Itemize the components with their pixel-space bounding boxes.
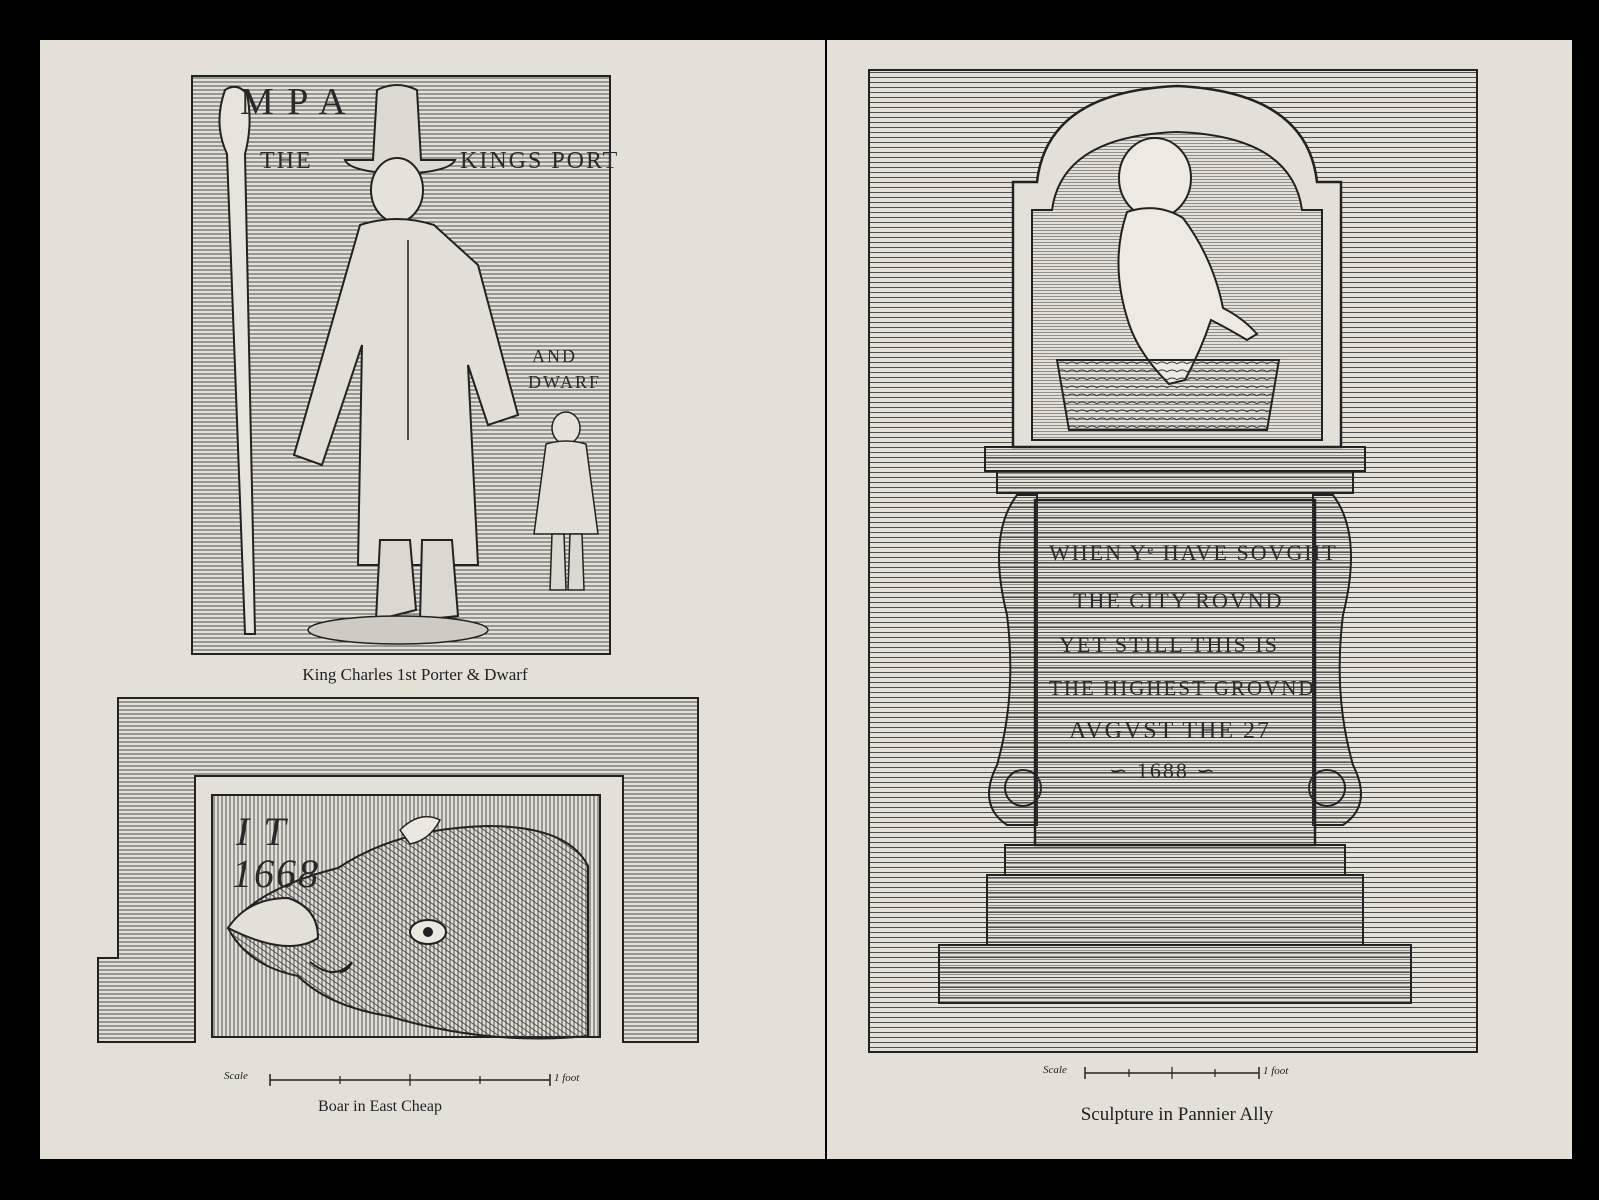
- sculpture-scale-unit: 1 foot: [1263, 1065, 1289, 1077]
- basket: [1057, 360, 1279, 430]
- boar-plate: [98, 698, 698, 1086]
- boar-scale-bar: [270, 1074, 550, 1086]
- porter-inscription-top: M P A: [240, 81, 348, 123]
- sculpture-scale-bar: [1085, 1067, 1259, 1079]
- left-page-engravings: [40, 40, 825, 1159]
- sculpture-caption: Sculpture in Pannier Ally: [1080, 1104, 1274, 1125]
- inscription-line-1: WHEN Yᵉ HAVE SOVGHT: [1049, 540, 1338, 565]
- inscription-line-6: ∽ 1688 ∽: [1109, 758, 1217, 783]
- left-page: [40, 40, 825, 1159]
- boar-scale-label: Scale: [224, 1070, 248, 1082]
- inscription-line-3: YET STILL THIS IS: [1059, 632, 1279, 657]
- porter-inscription-the: THE: [260, 148, 313, 174]
- right-page: [827, 40, 1572, 1159]
- porter-inscription-kings-port: KINGS PORT: [460, 148, 620, 174]
- inscription-line-2: THE CITY ROVND: [1073, 588, 1284, 613]
- sculpture-plate: [869, 70, 1477, 1079]
- porter-inscription-dwarf: DWARF: [528, 372, 602, 392]
- boar-initials: I T: [236, 809, 288, 854]
- porter-inscription-and: AND: [532, 346, 577, 366]
- boar-year: 1668: [232, 851, 320, 896]
- boar-caption: Boar in East Cheap: [318, 1098, 442, 1115]
- boar-scale-unit: 1 foot: [554, 1072, 580, 1084]
- porter-caption: King Charles 1st Porter & Dwarf: [302, 665, 528, 684]
- inscription-line-5: AVGVST THE 27: [1069, 718, 1272, 744]
- sculpture-scale-label: Scale: [1043, 1064, 1067, 1076]
- inscription-line-4: THE HIGHEST GROVND: [1049, 676, 1316, 700]
